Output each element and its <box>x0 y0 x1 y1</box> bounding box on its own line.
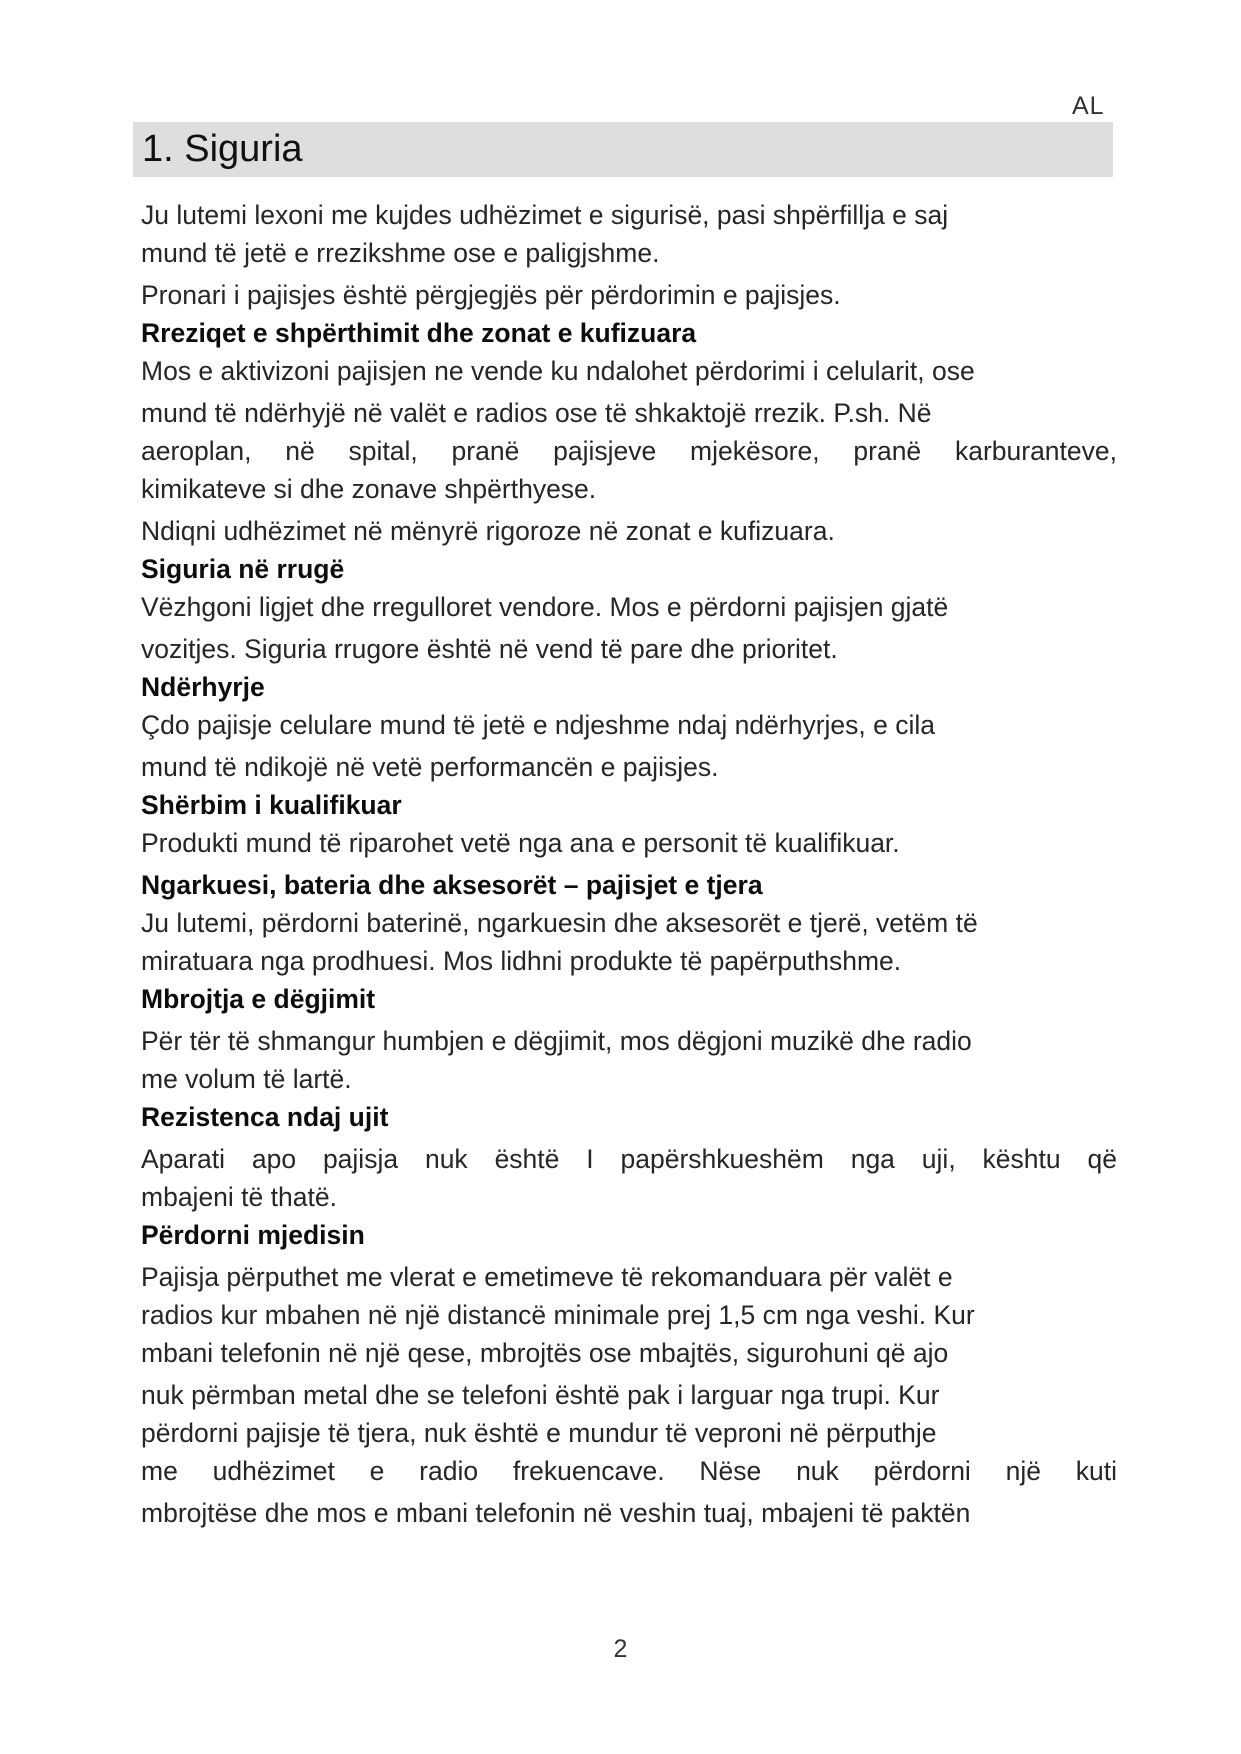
environment-line: nuk përmban metal dhe se telefoni është pak i larguar nga trupi. Kur <box>141 1380 940 1410</box>
environment-line: përdorni pajisje të tjera, nuk është e mundur të veproni në përputhje <box>141 1418 937 1448</box>
language-code: AL <box>1072 92 1105 120</box>
document-body <box>141 196 1117 1532</box>
charger-line: miratuara nga prodhuesi. Mos lidhni produkte të papërputhshme. <box>141 946 902 976</box>
explosion-line: Mos e aktivizoni pajisjen ne vende ku ndalohet përdorimi i celularit, ose <box>141 356 975 386</box>
interference-heading: Ndërhyrje <box>141 672 265 702</box>
road-safety-heading: Siguria në rrugë <box>141 554 345 584</box>
section-title: 1. Siguria <box>142 128 303 170</box>
hearing-heading: Mbrojtja e dëgjimit <box>141 984 376 1014</box>
environment-heading: Përdorni mjedisin <box>141 1220 365 1250</box>
environment-line: mbrojtëse dhe mos e mbani telefonin në veshin tuaj, mbajeni të paktën <box>141 1498 971 1528</box>
intro-line: mund të jetë e rrezikshme ose e paligjshme. <box>141 238 660 268</box>
explosion-line: Ndiqni udhëzimet në mënyrë rigoroze në zonat e kufizuara. <box>141 516 835 546</box>
water-resistance-line: Aparati apo pajisja nuk është I papërshkueshëm nga uji, kështu që <box>141 1144 1117 1174</box>
explosion-heading: Rreziqet e shpërthimit dhe zonat e kufizuara <box>141 318 697 348</box>
interference-line: mund të ndikojë në vetë performancën e pajisjes. <box>141 752 719 782</box>
environment-line: mbani telefonin në një qese, mbrojtës ose mbajtës, sigurohuni që ajo <box>141 1338 949 1368</box>
section-title-bar <box>133 122 1113 177</box>
qualified-service-line: Produkti mund të riparohet vetë nga ana e personit të kualifikuar. <box>141 828 900 858</box>
environment-line: Pajisja përputhet me vlerat e emetimeve të rekomanduara për valët e <box>141 1262 953 1292</box>
road-safety-line: Vëzhgoni ligjet dhe rregulloret vendore. Mos e përdorni pajisjen gjatë <box>141 592 949 622</box>
road-safety-line: vozitjes. Siguria rrugore është në vend të pare dhe prioritet. <box>141 634 838 664</box>
environment-line: me udhëzimet e radio frekuencave. Nëse nuk përdorni një kuti <box>141 1456 1117 1486</box>
intro-line: Ju lutemi lexoni me kujdes udhëzimet e sigurisë, pasi shpërfillja e saj <box>141 200 949 230</box>
interference-line: Çdo pajisje celulare mund të jetë e ndjeshme ndaj ndërhyrjes, e cila <box>141 710 935 740</box>
charger-line: Ju lutemi, përdorni baterinë, ngarkuesin dhe aksesorët e tjerë, vetëm të <box>141 908 978 938</box>
environment-line: radios kur mbahen në një distancë minimale prej 1,5 cm nga veshi. Kur <box>141 1300 975 1330</box>
hearing-line: Për tër të shmangur humbjen e dëgjimit, mos dëgjoni muzikë dhe radio <box>141 1026 972 1056</box>
charger-heading: Ngarkuesi, bateria dhe aksesorët – pajisjet e tjera <box>141 870 763 900</box>
hearing-line: me volum të lartë. <box>141 1064 352 1094</box>
explosion-line: aeroplan, në spital, pranë pajisjeve mjekësore, pranë karburanteve, <box>141 436 1117 466</box>
water-resistance-line: mbajeni të thatë. <box>141 1182 337 1212</box>
owner-responsibility-text: Pronari i pajisjes është përgjegjës për përdorimin e pajisjes. <box>141 280 841 310</box>
qualified-service-heading: Shërbim i kualifikuar <box>141 790 402 820</box>
water-resistance-heading: Rezistenca ndaj ujit <box>141 1102 389 1132</box>
explosion-line: mund të ndërhyjë në valët e radios ose të shkaktojë rrezik. P.sh. Në <box>141 398 932 428</box>
explosion-line: kimikateve si dhe zonave shpërthyese. <box>141 474 597 504</box>
page-number: 2 <box>613 1635 628 1663</box>
